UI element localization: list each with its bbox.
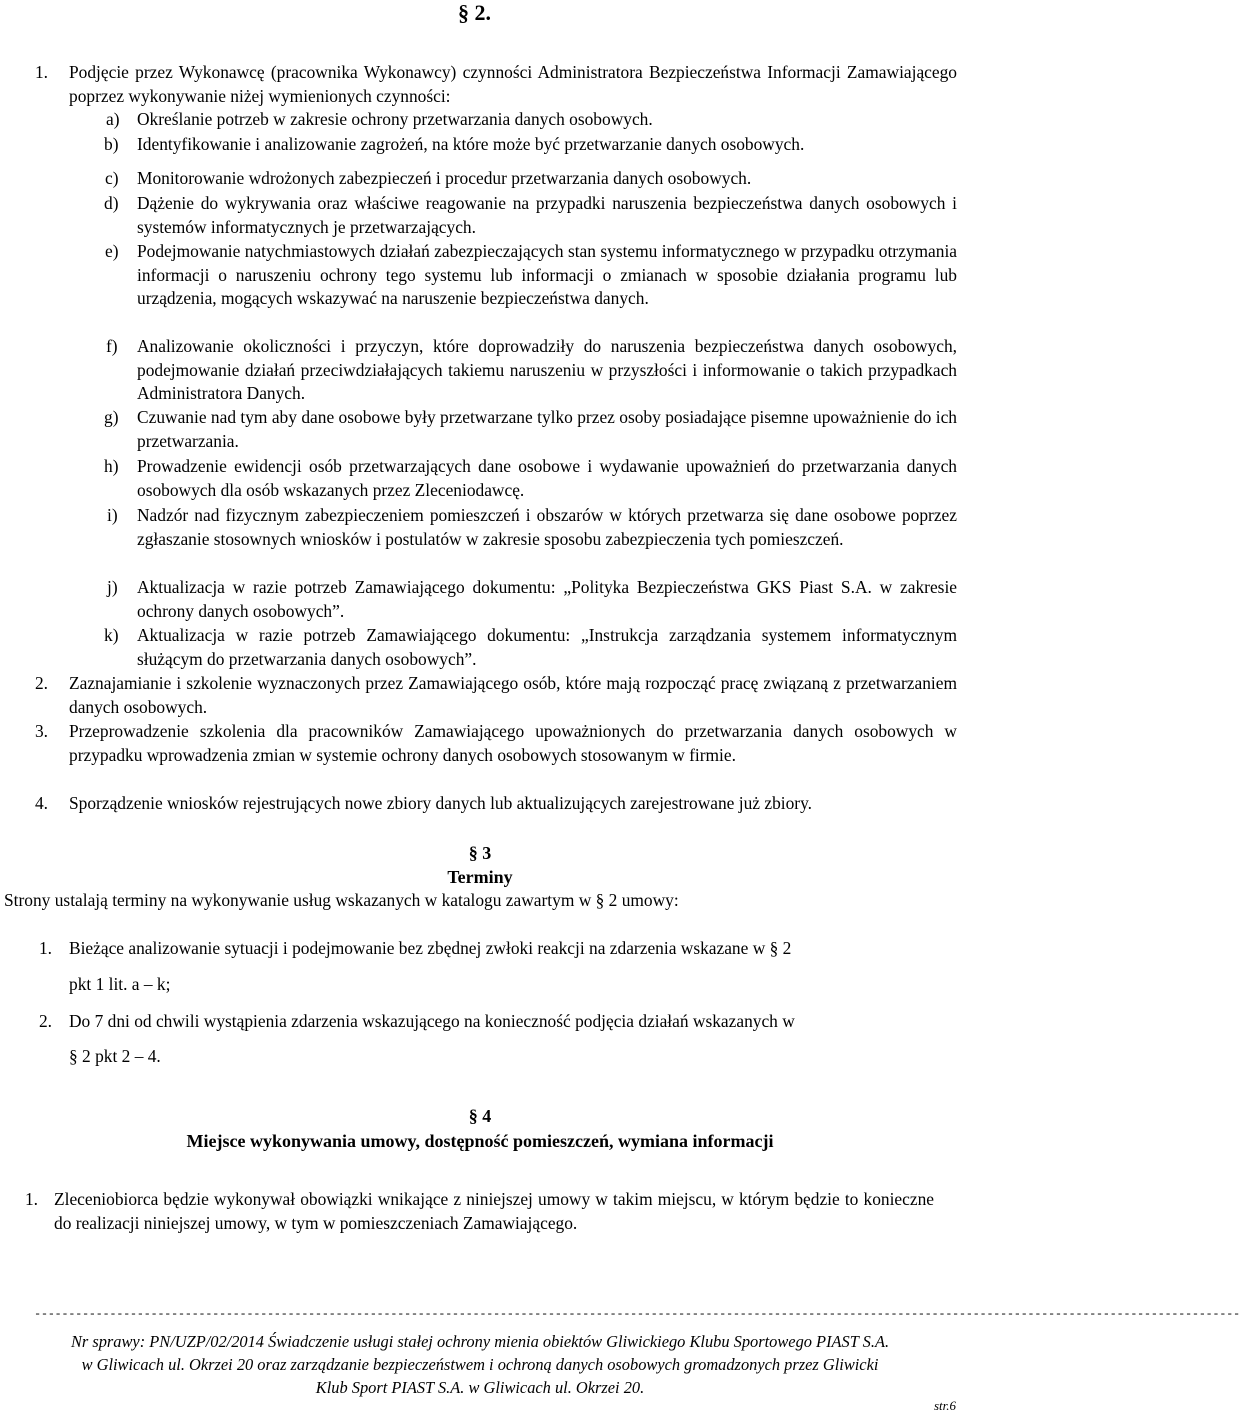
list-item-text: Dążenie do wykrywania oraz właściwe reagowanie na przypadki naruszenia bezpieczeństwa danych osobowych i systemów informatycznych je przetwarzających. [137,193,957,237]
list-item-label: e) [105,241,119,261]
list-item-text: Określanie potrzeb w zakresie ochrony przetwarzania danych osobowych. [137,109,653,129]
footer-line-1: Nr sprawy: PN/UZP/02/2014 Świadczenie usługi stałej ochrony mienia obiektów Gliwickiego Klubu Sportowego PIAST S.A. [70,1332,890,1351]
section-2-mark: § 2. [458,0,491,25]
list-item-label: b) [104,134,119,154]
footer-line-3: Klub Sport PIAST S.A. w Gliwicach ul. Okrzei 20. [315,1378,645,1397]
list-item-label: a) [106,109,120,129]
point-text-line: § 2 pkt 2 – 4. [69,1046,161,1066]
section-4-mark: § 4 [468,1106,492,1126]
point-text-line: Do 7 dni od chwili wystąpienia zdarzenia wskazującego na konieczność podjęcia działań wskazanych w [69,1011,795,1031]
footer-line-2: w Gliwicach ul. Okrzei 20 oraz zarządzanie bezpieczeństwem i ochroną danych osobowych gromadzonych przez Gliwicki [81,1355,879,1374]
point-text-line: Bieżące analizowanie sytuacji i podejmowanie bez zbędnej zwłoki reakcji na zdarzenia wskazane w § 2 [69,938,792,958]
list-item-label: d) [104,193,119,213]
point-text: Zaznajamianie i szkolenie wyznaczonych przez Zamawiającego osób, które mają rozpocząć pracę związaną z przetwarzaniem danych osobowych. [69,673,957,717]
list-item-text: Aktualizacja w razie potrzeb Zamawiającego dokumentu: „Instrukcja zarządzania systemem informatycznym służącym do przetwarzania danych osobowych”. [137,625,957,669]
section-3-mark: § 3 [468,843,492,863]
section-3-intro: Strony ustalają terminy na wykonywanie usług wskazanych w katalogu zawartym w § 2 umowy: [4,890,679,910]
list-item-text: Monitorowanie wdrożonych zabezpieczeń i procedur przetwarzania danych osobowych. [137,168,752,188]
point-text: Sporządzenie wniosków rejestrujących nowe zbiory danych lub aktualizujących zarejestrowane już zbiory. [69,793,812,813]
list-item-label: k) [104,625,119,645]
point-number: 3. [34,721,48,741]
list-item-label: g) [104,407,119,427]
list-item-text: Nadzór nad fizycznym zabezpieczeniem pomieszczeń i obszarów w których przetwarza się dane osobowe poprzez zgłaszanie stosownych wniosków i postulatów w zakresie sposobu zabezpieczenia tych pomieszczeń. [137,505,957,549]
page-number: str.6 [933,1398,956,1413]
list-item-text: Prowadzenie ewidencji osób przetwarzających dane osobowe i wydawanie upoważnień do przetwarzania danych osobowych dla osób wskazanych przez Zleceniodawcę. [137,456,957,500]
point-text-line: pkt 1 lit. a – k; [69,974,171,994]
list-item-text: Czuwanie nad tym aby dane osobowe były przetwarzane tylko przez osoby posiadające pisemne upoważnienie do ich przetwarzania. [137,407,957,451]
list-item-label: h) [104,456,119,476]
point-number: 2. [38,1011,52,1031]
list-item-label: i) [107,505,118,525]
section-3-title: Terminy [447,867,513,887]
point-number: 1. [24,1189,38,1209]
section-4-title: Miejsce wykonywania umowy, dostępność pomieszczeń, wymiana informacji [186,1131,774,1151]
list-item-label: c) [105,168,119,188]
point-number: 2. [34,673,48,693]
list-item-text: Identyfikowanie i analizowanie zagrożeń, na które może być przetwarzanie danych osobowych. [137,134,805,154]
point-text: Zleceniobiorca będzie wykonywał obowiązki wnikające z niniejszej umowy w takim miejscu, w którym będzie to konieczne do realizacji niniejszej umowy, w tym w pomieszczeniach Zamawiającego. [54,1189,934,1233]
point-number: 4. [34,793,48,813]
footer-rule: -------------------------------------------------------------------------------------------------------------------------------------------------------------------------------- [34,1307,1240,1321]
list-item-label: j) [107,577,118,597]
point-number: 1. [34,62,48,82]
point-number: 1. [38,938,52,958]
point-text: Przeprowadzenie szkolenia dla pracowników Zamawiającego upoważnionych do przetwarzania danych osobowych w przypadku wprowadzenia zmian w systemie ochrony danych osobowych stosowanym w firmie. [69,721,957,765]
list-item-label: f) [106,336,118,356]
list-item-text: Analizowanie okoliczności i przyczyn, które doprowadziły do naruszenia bezpieczeństwa danych osobowych, podejmowanie działań przeciwdziałających takiemu naruszeniu w przyszłości i informowanie o takich przypadkach Administratora Danych. [137,336,957,404]
point-text: Podjęcie przez Wykonawcę (pracownika Wykonawcy) czynności Administratora Bezpieczeństwa Informacji Zamawiającego poprzez wykonywanie niżej wymienionych czynności: [69,62,957,106]
list-item-text: Aktualizacja w razie potrzeb Zamawiającego dokumentu: „Polityka Bezpieczeństwa GKS Piast S.A. w zakresie ochrony danych osobowych”. [137,577,957,621]
list-item-text: Podejmowanie natychmiastowych działań zabezpieczających stan systemu informatycznego w przypadku otrzymania informacji o naruszeniu ochrony tego systemu lub informacji o zmianach w sposobie działania programu lub urządzenia, mogących wskazywać na naruszenie bezpieczeństwa danych. [137,241,957,309]
